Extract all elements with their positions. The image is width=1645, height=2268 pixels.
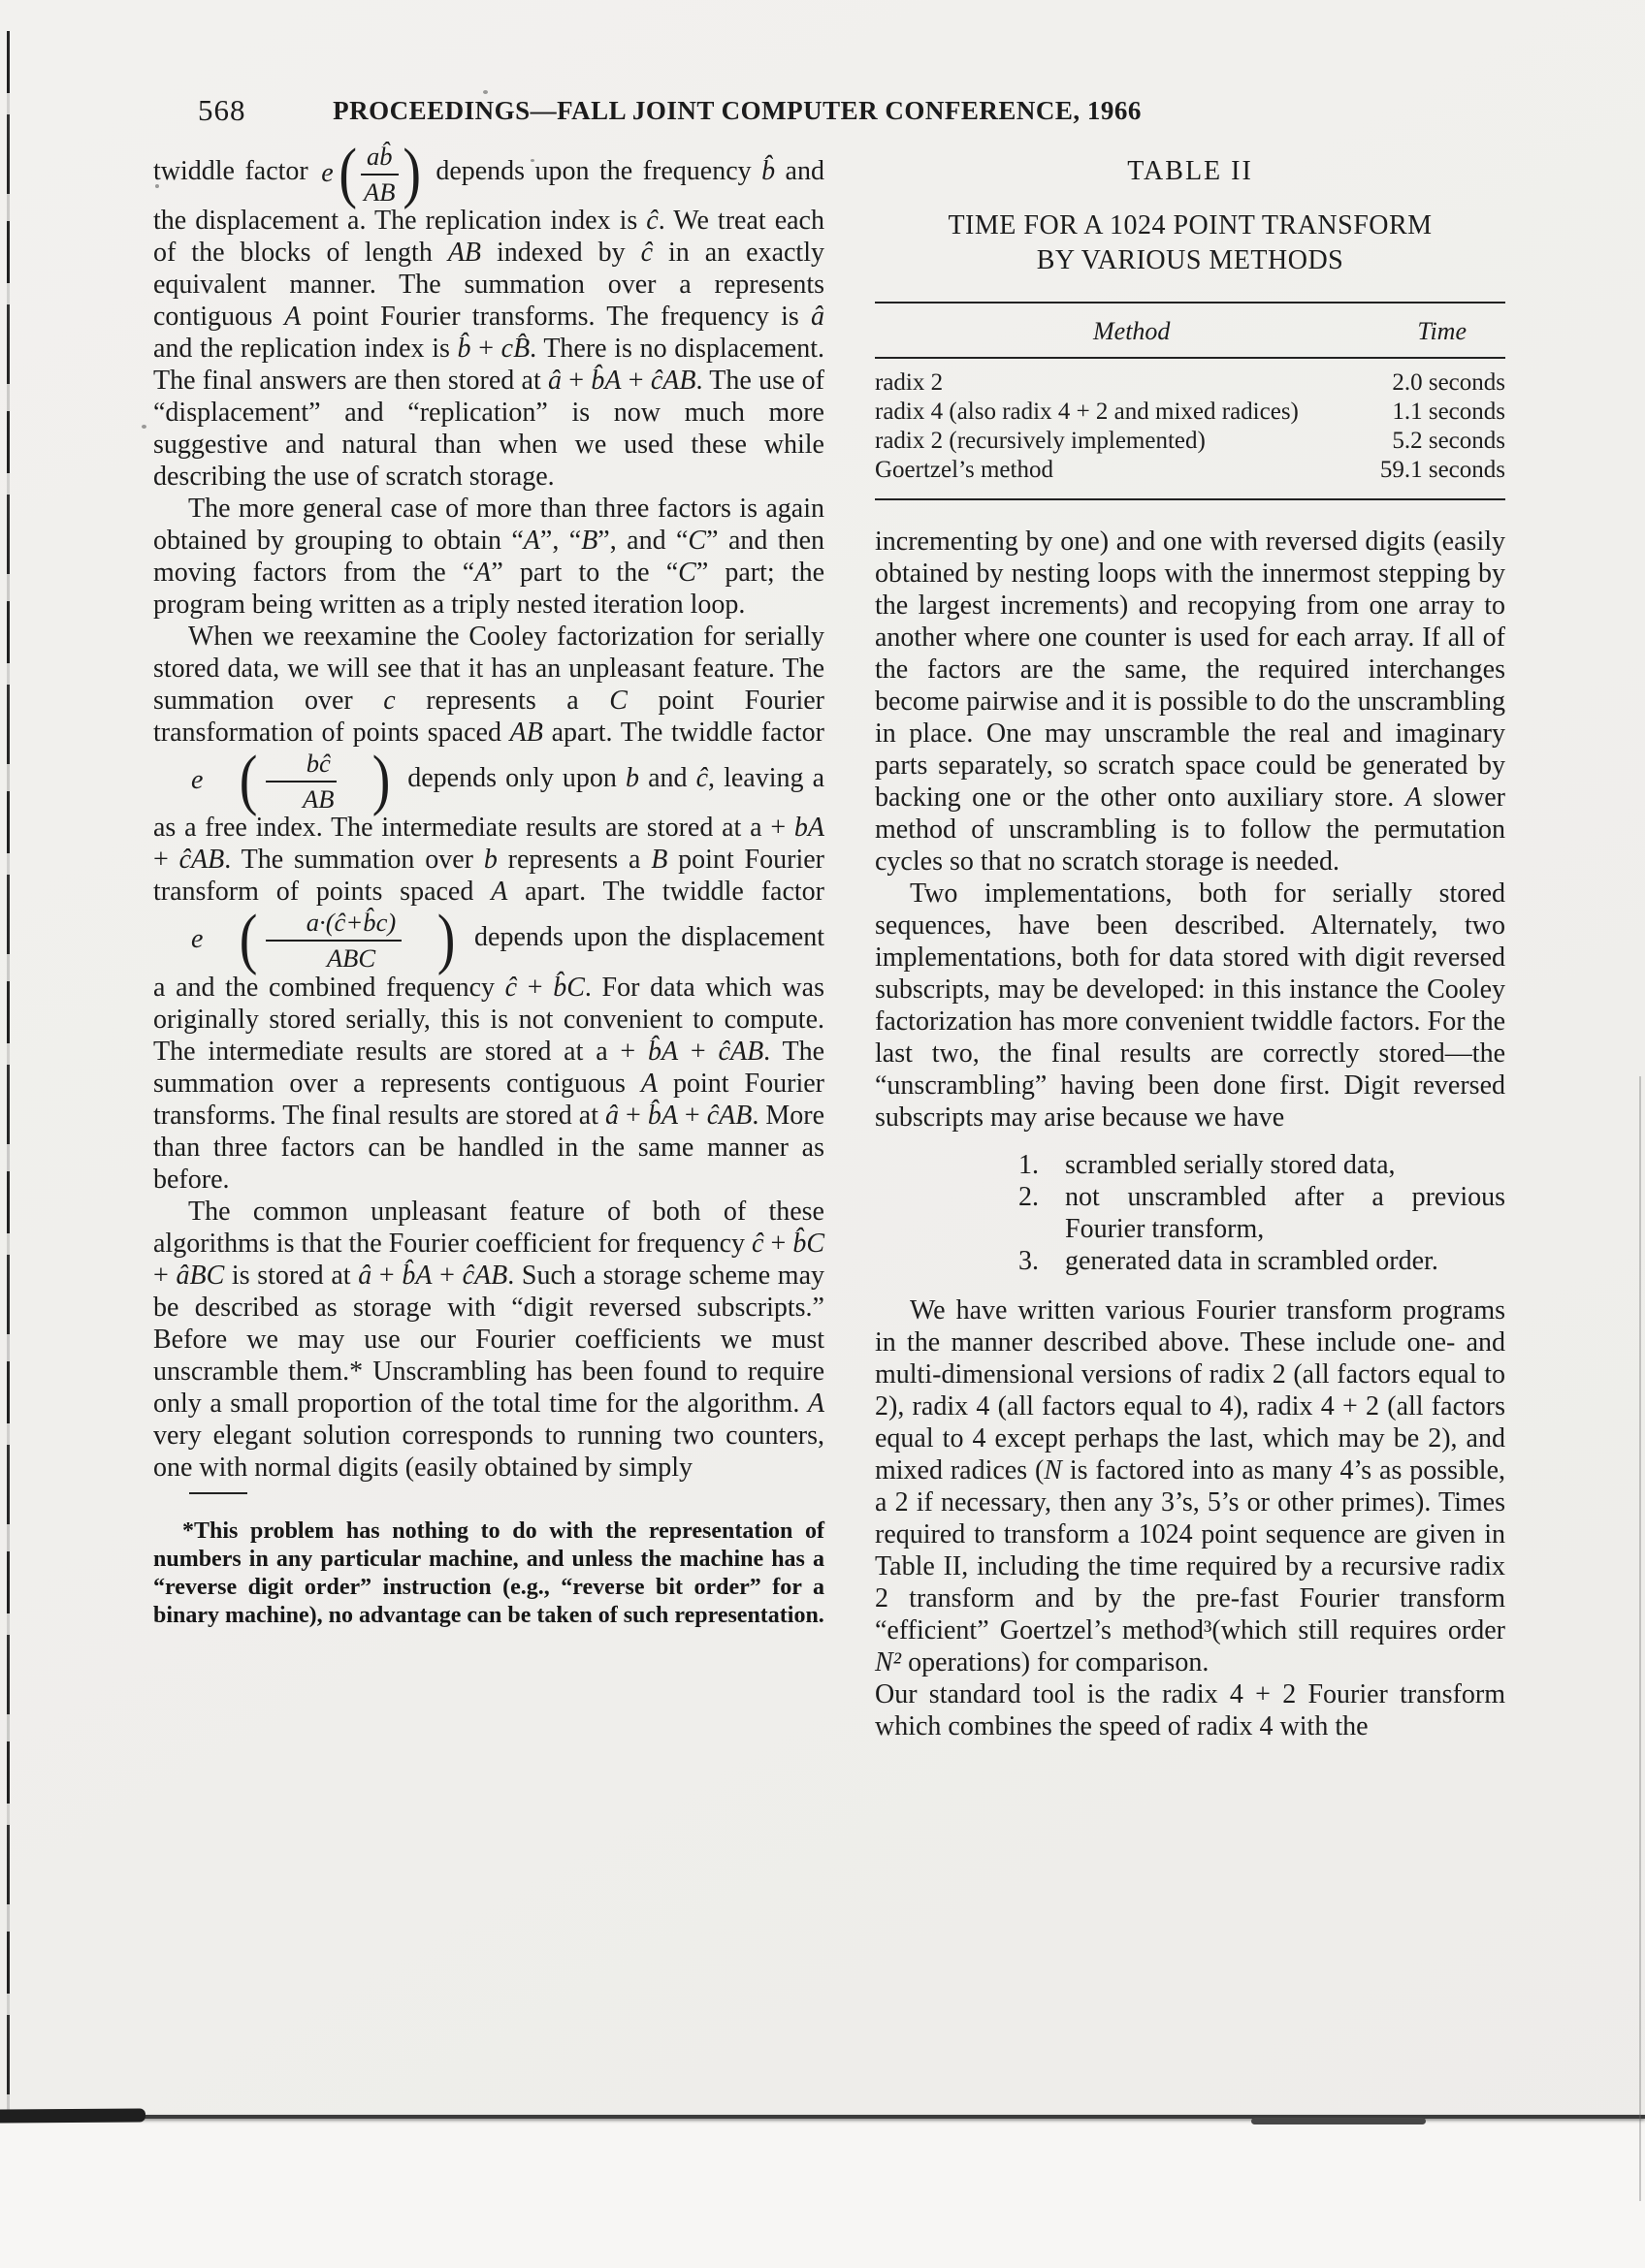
math-fraction bbox=[156, 743, 396, 818]
table-title: TABLE II bbox=[1127, 156, 1253, 186]
paragraph: The common unpleasant feature of both of these algorithms is that the Fourier coefficient for frequency ĉ + b̂C + âBC is stored at â + b̂A + ĉAB. Such a storage scheme may be described as storage with “digit reversed subscripts.” Before we may use our Fourier coefficients we must unscramble them.* Unscrambling has been found to require only a small proportion of the total time for the algorithm. A very elegant solution corresponds to running two counters, one with normal digits (easily obtained by simply bbox=[153, 1196, 825, 1483]
table-cell-method: radix 2 bbox=[875, 369, 944, 396]
fraction-denominator: AB bbox=[364, 176, 396, 207]
table-cell-time: 1.1 seconds bbox=[1392, 399, 1505, 425]
paragraph: We have written various Fourier transform programs in the manner described above. These include one- and multi-dimensional versions of radix 2 (all factors equal to 2), radix 4 (all factors equal to 4), radix 4 + 2 (all factors equal to 4 except perhaps the last, which may be 2), and mixed radices (N is factored into as many 4’s as possible, a 2 if necessary, then any 3’s, 5’s or other primes). Times required to transform a 1024 point sequence are given in Table II, including the time required by a recursive radix 2 transform and by the pre-fast Fourier transform “efficient” Goertzel’s method³(which still requires order N² operations) for comparison. bbox=[875, 1295, 1506, 1677]
table-cell-time: 5.2 seconds bbox=[1392, 428, 1505, 454]
paragraph: When we reexamine the Cooley factorization for serially stored data, we will see that it has an unpleasant feature. The summation over c represents a C point Fourier transformation of points spaced AB apart. The twiddle factor e ( $\frac{bĉ}{AB}$ ) depends only upon b and ĉ, leaving a as a free index. The intermediate results are stored at a + bA + ĉAB. The summation over b represents a B point Fourier transform of points spaced A apart. The twiddle factor e ( a·(ĉ+b̂c) ABC ) depends upon the displacement a and the combined frequency ĉ + b̂C. For data which was originally stored serially, this is not convenient to compute. The intermediate results are stored at a + b̂A + ĉAB. The summation over a represents contiguous A point Fourier transforms. The final results are stored at â + b̂A + ĉAB. More than three factors can be handled in the same manner as before. bbox=[153, 622, 825, 1195]
list-item-number: 2. bbox=[1018, 1182, 1039, 1212]
fraction-denominator: AB bbox=[303, 783, 335, 814]
scan-bottom-dip bbox=[1251, 2118, 1426, 2124]
right-column-paragraphs-top bbox=[875, 526, 1505, 1134]
table-cell-method: radix 2 (recursively implemented) bbox=[875, 428, 1206, 454]
list-item bbox=[875, 1181, 1505, 1245]
table-cell-time: 2.0 seconds bbox=[1392, 369, 1505, 396]
list-item bbox=[875, 1245, 1505, 1277]
table-rule-bottom bbox=[875, 498, 1505, 500]
numbered-list bbox=[875, 1149, 1505, 1277]
table-row bbox=[875, 456, 1505, 485]
math-e: e bbox=[191, 764, 204, 795]
math-e: e bbox=[321, 157, 334, 188]
list-item-number: 3. bbox=[1018, 1246, 1039, 1276]
table-2 bbox=[875, 155, 1505, 500]
list-item-text: not unscrambled after a previous Fourier transform, bbox=[1065, 1182, 1505, 1244]
table-cell-method: Goertzel’s method bbox=[875, 457, 1053, 483]
fraction-denominator: ABC bbox=[326, 942, 376, 973]
paragraph: Two implementations, both for serially stored sequences, have been described. Alternately, two implementations, both for data stored with digit reversed subscripts, may be developed: in this instance the Cooley factorization has more convenient twiddle factors. For the last two, the final results are correctly stored—the “unscrambling” having been done first. Digit reversed subscripts may arise because we have bbox=[875, 878, 1505, 1133]
table-subtitle-line1: TIME FOR A 1024 POINT TRANSFORM bbox=[948, 210, 1433, 240]
list-item-text: scrambled serially stored data, bbox=[1065, 1150, 1396, 1180]
paragraph: twiddle factor e ( $\frac{ab̂}{AB}$ ) depends upon the frequency b̂ and the displacement a. The replication index is ĉ. We treat each of the blocks of length AB indexed by ĉ in an exactly equivalent manner. The summation over a represents contiguous A point Fourier transforms. The frequency is â and the replication index is b̂ + cB̂. There is no displacement. The final answers are then stored at â + b̂A + ĉAB. The use of “displacement” and “replication” is now much more suggestive and natural than when we used these while describing the use of scratch storage. bbox=[153, 135, 824, 493]
table-rows bbox=[875, 359, 1505, 498]
close-paren: ) bbox=[371, 743, 391, 818]
close-paren: ) bbox=[402, 135, 421, 210]
open-paren: ( bbox=[240, 902, 258, 977]
paragraph: Our standard tool is the radix 4 + 2 Fourier transform which combines the speed of radix 4 with the bbox=[875, 1679, 1505, 1741]
open-paren: ( bbox=[240, 743, 258, 818]
right-column-paragraphs-bottom bbox=[875, 1294, 1505, 1742]
open-paren: ( bbox=[338, 135, 357, 210]
math-fraction bbox=[321, 135, 423, 210]
fraction-numerator: ab̂ bbox=[361, 142, 399, 176]
table-row bbox=[875, 368, 1505, 398]
table-subtitle-line2: BY VARIOUS METHODS bbox=[1036, 245, 1344, 275]
left-column-paragraphs bbox=[153, 135, 825, 1484]
math-fraction bbox=[156, 902, 462, 977]
scan-edge-line-right bbox=[1639, 1076, 1641, 2201]
math-e: e bbox=[191, 923, 204, 954]
paragraph: The more general case of more than three factors is again obtained by grouping to obtain “A”, “B”, and “C” and then moving factors from the “A” part to the “C” part; the program being written as a triply nested iteration loop. bbox=[153, 494, 825, 621]
scan-edge-line-left bbox=[7, 31, 10, 2114]
page-number: 568 bbox=[198, 93, 246, 127]
fraction-numerator: bĉ bbox=[266, 749, 337, 783]
table-subtitle bbox=[875, 208, 1505, 278]
footnote-rule bbox=[189, 1492, 247, 1494]
table-row bbox=[875, 398, 1505, 427]
scanner-bed-area bbox=[0, 2121, 1645, 2268]
right-column bbox=[875, 155, 1505, 1742]
fraction-numerator: a·(ĉ+b̂c) bbox=[266, 908, 403, 942]
table-header-time: Time bbox=[1417, 317, 1467, 345]
left-column bbox=[153, 135, 825, 1653]
close-paren: ) bbox=[436, 902, 456, 977]
scan-speck bbox=[142, 425, 146, 429]
list-item bbox=[875, 1149, 1505, 1181]
footnote: *This problem has nothing to do with the representation of numbers in any particular machine, and unless the machine has a “reverse digit order” instruction (e.g., “reverse bit order” for a binary machine), no advantage can be taken of such representation. bbox=[153, 1517, 824, 1628]
list-item-text: generated data in scrambled order. bbox=[1065, 1246, 1438, 1276]
table-cell-time: 59.1 seconds bbox=[1379, 457, 1505, 483]
running-head: PROCEEDINGS—FALL JOINT COMPUTER CONFERENCE, 1966 bbox=[333, 96, 1142, 125]
table-header-row bbox=[875, 303, 1505, 357]
scan-speck bbox=[483, 90, 488, 94]
table-header-method: Method bbox=[1093, 317, 1171, 345]
table-cell-method: radix 4 (also radix 4 + 2 and mixed radices) bbox=[875, 399, 1299, 425]
scan-bottom-wedge bbox=[0, 2108, 145, 2123]
table-row bbox=[875, 427, 1505, 456]
paragraph: incrementing by one) and one with reversed digits (easily obtained by nesting loops with the innermost stepping by the largest increments) and recopying from one array to another where one counter is used for each array. If all of the factors are the same, the required interchanges become pairwise and it is possible to do the unscrambling in place. One may unscramble the real and imaginary parts separately, so scratch space could be generated by backing one or the other onto auxiliary store. A slower method of unscrambling is to follow the permutation cycles so that no scratch storage is needed. bbox=[875, 527, 1505, 877]
list-item-number: 1. bbox=[1018, 1150, 1039, 1180]
